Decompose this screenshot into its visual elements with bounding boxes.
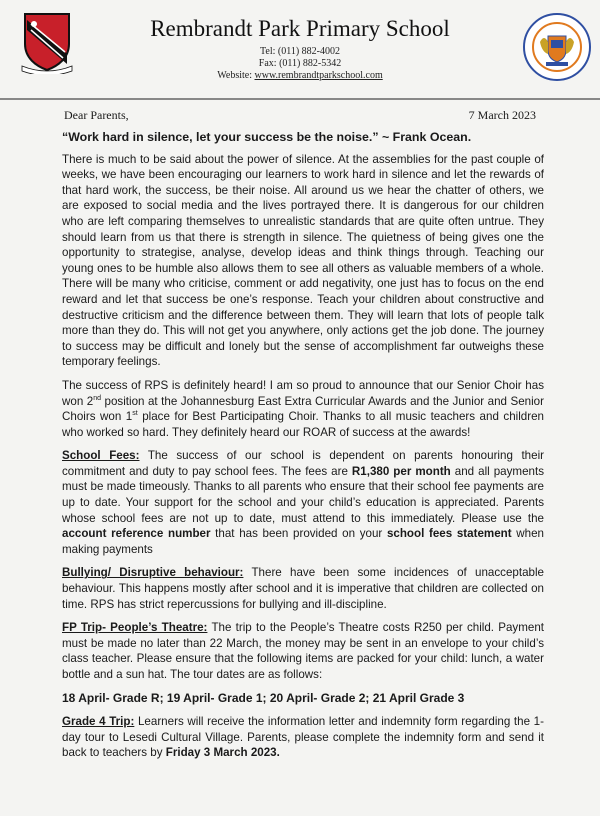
salutation: Dear Parents, <box>64 108 129 122</box>
opening-quote: “Work hard in silence, let your success be the noise.” ~ Frank Ocean. <box>62 130 472 144</box>
indemnity-deadline: Friday 3 March 2023. <box>165 746 280 760</box>
letterhead <box>0 0 600 96</box>
letterhead-divider <box>0 98 600 100</box>
school-website <box>0 70 600 82</box>
fee-amount: R1,380 per month <box>351 464 451 478</box>
website-link[interactable]: www.rembrandtparkschool.com <box>254 70 383 81</box>
paragraph-silence: There is much to be said about the power of silence. At the assemblies for the past couple of weeks, we have been encouraging our learners to work hard in silence and let the rewards of that hard work, the success, be their noise. All around us we hear the chatter of others, we are exposed to social media and the lives portrayed there. It is dangerous for our children who are left comparing themselves to unrealistic standards that are quite often untrue. They should learn from us that there is strength in silence. The quietness of being gives one the opportunity to strategise, analyse, develop ideas and think things through. Teaching our young ones to be humble also allows them to see all others as valuable members of a whole. There will be many who criticise, comment or add negativity, one just has to focus on the end reward and let that success be one’s response. Teach your children about constructive and destructive criticism and the difference between them. They will learn that lots of people talk more than they do. This will not get you anywhere, only actions get the job done. The journey to success may be difficult and lonely but the sense of accomplishment far outweighs these temporary feelings. <box>62 152 544 369</box>
section-fp-trip: FP Trip- People’s Theatre: The trip to the People’s Theatre costs R250 per child. Payment must be made no later than 22 March, the money may be sent in an envelope to your child’s class teacher. Please ensure that the following items are packed for your child: lunch, a water bottle and a sun hat. The tour dates are as follows: <box>62 621 544 681</box>
school-name: Rembrandt Park Primary School <box>150 16 450 41</box>
section-school-fees: School Fees: The success of our school is dependent on parents honouring their commitment and duty to pay school fees. The fees are R1,380 per month and all payments must be made timeously. Thanks to all parents who ensure that their school fee payments are up to date. Your support for the school and your child’s education is appreciated. Parents whose school fees are not up to date, must attend to this immediately. Please use the account reference number that has been provided on your school fees statement when making payments <box>62 449 545 556</box>
gauteng-provincial-seal <box>522 12 592 82</box>
fp-trip-dates: 18 April- Grade R; 19 April- Grade 1; 20 April- Grade 2; 21 April Grade 3 <box>62 690 465 705</box>
section-grade4-trip: Grade 4 Trip: Learners will receive the information letter and indemnity form regarding the 1- day tour to Lesedi Cultural Village. Parents, please complete the indemnity form and send it back to teachers by Friday 3 March 2023. <box>62 715 544 760</box>
school-telephone: Tel: (011) 882-4002 <box>259 46 341 57</box>
letter-body <box>62 130 544 769</box>
website-label: Website: <box>217 70 255 81</box>
section-bullying: Bullying/ Disruptive behaviour: There have been some incidences of unacceptable behaviour. This happens mostly after school and it is imperative that children are collected on time. RPS has strict repercussions for bullying and ill-discipline. <box>62 566 544 611</box>
paragraph-choir: The success of RPS is definitely heard! I am so proud to announce that our Senior Choir has won 2nd position at the Johannesburg East Extra Curricular Awards and the Junior and Senior Choirs won 1st place for Best Participating Choir. Thanks to all music teachers and children who worked so hard. They definitely heard our ROAR of success at the awards! <box>62 378 544 439</box>
school-fax: Fax: (011) 882-5342 <box>258 58 342 69</box>
letter-date: 7 March 2023 <box>468 108 536 122</box>
bullying-heading: Bullying/ Disruptive behaviour: <box>62 566 244 580</box>
grade4-trip-heading: Grade 4 Trip: <box>62 715 135 729</box>
school-fees-heading: School Fees: <box>62 449 140 463</box>
fp-trip-heading: FP Trip- People’s Theatre: <box>62 621 208 635</box>
